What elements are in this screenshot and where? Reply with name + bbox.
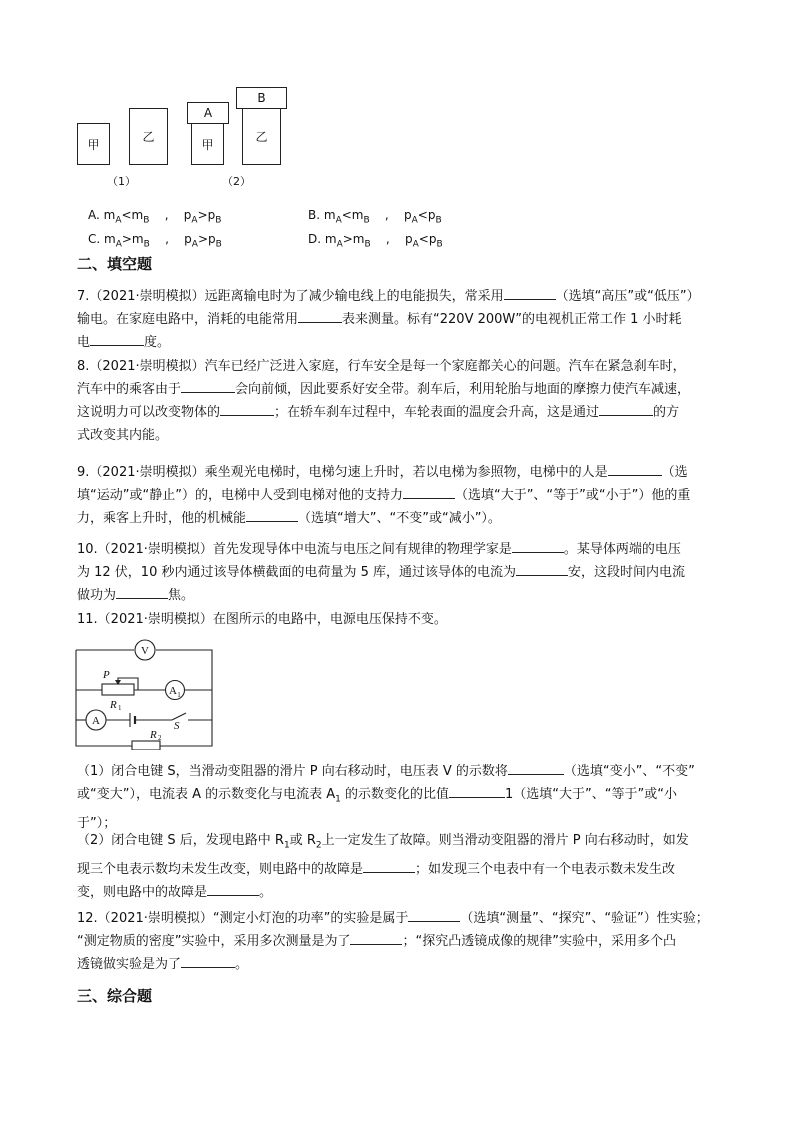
q11-p2-text-7: 。 [259, 884, 273, 900]
q11-p1-blank-1[interactable] [508, 760, 564, 775]
block-jia-1-label: 甲 [87, 137, 100, 152]
block-yi-1 [129, 108, 168, 165]
figure-caption-1: （1） [107, 175, 136, 188]
q11-p2-sub-2: 2 [315, 840, 322, 851]
q10-text-1: 10.（2021·崇明模拟）首先发现导体中电流与电压之间有规律的物理学家是 [77, 542, 512, 557]
option-c: C. $m_A>m_B$ , $p_A>p_B$ [88, 232, 222, 250]
q9-blank-1[interactable] [608, 461, 662, 476]
section-comprehensive: 三、综合题 [77, 987, 153, 1005]
block-yi-2 [242, 108, 281, 165]
q12-blank-1[interactable] [408, 907, 460, 922]
q11-p2-text-1: （2）闭合电键 S 后，发现电路中 R [77, 833, 284, 848]
q12-text-1: 12.（2021·崇明模拟）“测定小灯泡的功率”的实验是属于 [77, 911, 409, 926]
question-12 [77, 907, 721, 976]
q7-blank-2[interactable] [298, 308, 342, 323]
q11-p1-text-4: 的示数变化的比值 [340, 787, 450, 802]
question-11-part-2 [77, 829, 721, 904]
q7-text-6: 度。 [144, 335, 171, 350]
q7-text-2: （选填“高压”或“低压”） [555, 289, 700, 304]
q12-text-2: （选填“测量”、“探究”、“验证”）性实验； [460, 911, 709, 926]
r1-sub: 1 [118, 704, 122, 712]
q10-text-5: 做功为 [77, 588, 117, 603]
q8-text-5: 的方 [653, 405, 680, 420]
option-b: B. $m_A<m_B$ , $p_A<p_B$ [308, 208, 442, 226]
q12-text-4: ；“探究凸透镜成像的规律”实验中，采用多个凸 [402, 934, 676, 949]
circuit-diagram [74, 636, 216, 750]
r1-label: R [110, 699, 117, 711]
q10-text-3: 为 12 伏，10 秒内通过该导体横截面的电荷量为 5 库，通过该导体的电流为 [77, 565, 517, 580]
question-10 [77, 538, 721, 607]
q9-text-5: 力，乘客上升时，他的机械能 [77, 511, 247, 526]
q11-stem-text: 11.（2021·崇明模拟）在图所示的电路中，电源电压保持不变。 [77, 612, 447, 627]
option-b-text: B. m [308, 208, 336, 222]
q7-blank-3[interactable] [90, 331, 144, 346]
q8-text-2: 会向前倾，因此要系好安全带。刹车后，利用轮胎与地面的摩擦力使汽车减速， [235, 382, 691, 397]
q10-blank-2[interactable] [516, 561, 568, 576]
option-d-text: D. m [308, 232, 337, 246]
q10-text-2: 。某导体两端的电压 [563, 542, 681, 557]
block-jia-2 [191, 123, 224, 165]
q11-p2-blank-2[interactable] [207, 881, 259, 896]
q9-blank-3[interactable] [246, 507, 298, 522]
q9-text-2: （选 [661, 465, 688, 480]
question-9 [77, 461, 721, 530]
q12-blank-2[interactable] [350, 930, 402, 945]
block-jia-1 [77, 123, 110, 165]
switch-s-label: S [174, 720, 180, 732]
q11-p2-text-3: 上一定发生了故障。则当滑动变阻器的滑片 P 向右移动时，如发 [321, 833, 689, 848]
q10-blank-3[interactable] [116, 584, 168, 599]
q8-blank-1[interactable] [181, 378, 235, 393]
q11-p2-blank-1[interactable] [363, 858, 415, 873]
q8-blank-3[interactable] [599, 401, 653, 416]
block-b-label: B [257, 91, 266, 105]
q10-blank-1[interactable] [512, 538, 564, 553]
q11-p1-text-3: 或“变大”），电流表 A 的示数变化与电流表 A [77, 787, 336, 802]
q11-p2-text-5: ；如发现三个电表中有一个电表示数未发生改 [415, 861, 676, 877]
q12-blank-3[interactable] [181, 953, 235, 968]
q7-text-1: 7.（2021·崇明模拟）远距离输电时为了减少输电线上的电能损失，常采用 [77, 289, 504, 304]
q10-text-6: 焦。 [168, 588, 195, 603]
q9-text-3: 填“运动”或“静止”）的，电梯中人受到电梯对他的支持力 [77, 488, 403, 503]
ammeter-a1-label: A [169, 685, 177, 697]
q7-blank-1[interactable] [504, 285, 556, 300]
voltmeter-label: V [141, 645, 149, 657]
r2-label: R [150, 729, 157, 741]
block-a [187, 102, 229, 124]
ammeter-a-label: A [92, 715, 100, 727]
q7-text-5: 电 [77, 335, 91, 350]
q11-p2-text-2: 或 R [289, 833, 316, 848]
block-yi-2-label: 乙 [255, 130, 268, 144]
block-jia-2-label: 甲 [201, 137, 214, 152]
q11-p2-sub-1: 1 [283, 840, 290, 851]
q10-text-4: 安，这段时间内电流 [568, 565, 686, 580]
block-yi-1-label: 乙 [142, 130, 155, 144]
q9-text-6: （选填“增大”、“不变”或“减小”）。 [298, 511, 501, 526]
q12-text-5: 透镜做实验是为了 [77, 957, 182, 972]
option-a: A. $m_A<m_B$ , $p_A>p_B$ [88, 208, 222, 226]
q11-p1-blank-2[interactable] [449, 783, 505, 798]
block-b [236, 87, 287, 109]
question-11-part-1 [77, 760, 721, 835]
q11-p1-line-3: 于”）； [77, 815, 117, 831]
option-d: D. $m_A>m_B$ , $p_A<p_B$ [308, 232, 443, 250]
q9-text-4: （选填“大于”、“等于”或“小于”）他的重 [454, 488, 691, 503]
question-11-stem [77, 608, 721, 631]
q7-text-4: 表来测量。标有“220V 200W”的电视机正常工作 1 小时耗 [342, 312, 682, 327]
option-c-text: C. m [88, 232, 116, 246]
ammeter-a1-sub: 1 [177, 691, 181, 699]
q11-p1-text-2: （选填“变小”、“不变” [563, 764, 695, 779]
q7-text-3: 输电。在家庭电路中，消耗的电能常用 [77, 312, 299, 327]
q8-line-4: 式改变其内能。 [77, 428, 169, 443]
block-a-label: A [203, 106, 213, 120]
q8-text-1: 汽车中的乘客由于 [77, 382, 182, 397]
q11-p1-text-1: （1）闭合电键 S，当滑动变阻器的滑片 P 向右移动时，电压表 V 的示数将 [77, 764, 508, 779]
q12-text-6: 。 [235, 957, 249, 972]
q11-p1-sub: 1 [335, 794, 341, 805]
q11-p2-text-4: 现三个电表示数均未发生改变，则电路中的故障是 [77, 861, 364, 877]
q8-blank-2[interactable] [220, 401, 274, 416]
r2-sub: 2 [158, 734, 162, 742]
q11-p2-text-6: 变，则电路中的故障是 [77, 884, 208, 900]
q9-text-1: 9.（2021·崇明模拟）乘坐观光电梯时，电梯匀速上升时，若以电梯为参照物，电梯中的人是 [77, 465, 608, 480]
q8-text-4: ；在轿车刹车过程中，车轮表面的温度会升高，这是通过 [274, 405, 600, 420]
option-a-text: A. m [88, 208, 116, 222]
slider-p-label: P [103, 669, 110, 681]
q8-line-1: 8.（2021·崇明模拟）汽车已经广泛进入家庭，行车安全是每一个家庭都关心的问题。汽车在紧急刹车时， [77, 359, 686, 374]
section-fill-in: 二、填空题 [77, 255, 153, 273]
question-7 [77, 285, 721, 354]
figure-caption-2: （2） [222, 175, 251, 188]
q12-text-3: “测定物质的密度”实验中，采用多次测量是为了 [77, 934, 351, 949]
q9-blank-2[interactable] [403, 484, 455, 499]
question-8 [77, 355, 721, 447]
q11-p1-text-5: 1（选填“大于”、“等于”或“小 [505, 787, 677, 802]
q8-text-3: 这说明力可以改变物体的 [77, 405, 221, 420]
